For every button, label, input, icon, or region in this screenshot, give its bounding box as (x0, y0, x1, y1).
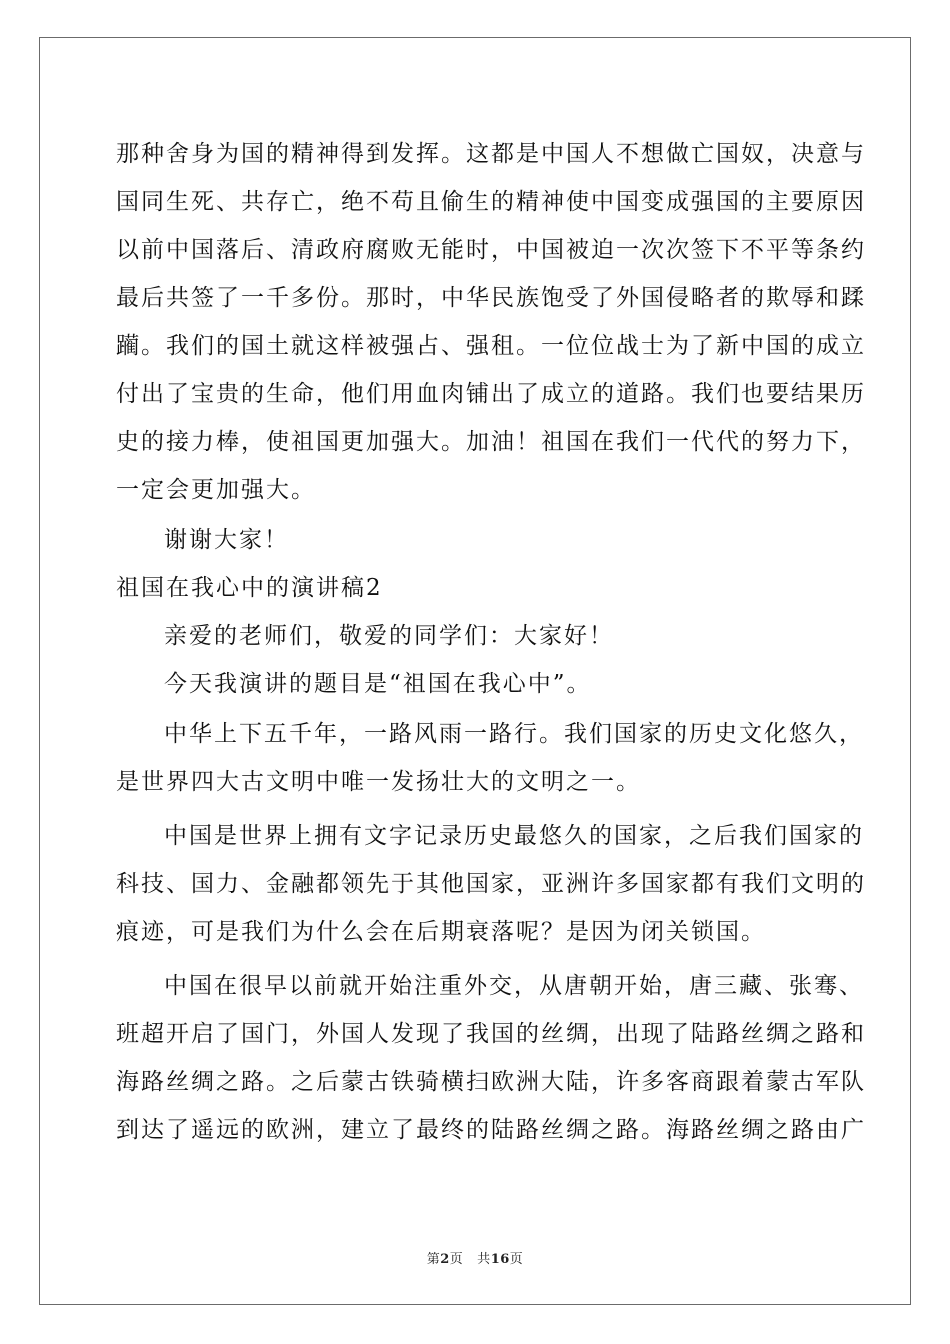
text-line: 科技、国力、金融都领先于其他国家，亚洲许多国家都有我们文明的 (116, 871, 866, 897)
text-line: 一定会更加强大。 (116, 477, 316, 503)
page-suffix: 页 (449, 1252, 464, 1267)
text-line: 最后共签了一千多份。那时，中华民族饱受了外国侵略者的欺辱和蹂 (116, 285, 866, 311)
document-body (116, 130, 866, 1154)
greeting-line: 亲爱的老师们，敬爱的同学们：大家好！ (164, 623, 614, 649)
total-prefix: 共 (477, 1252, 491, 1267)
section-title: 祖国在我心中的演讲稿2 (116, 575, 383, 601)
text-line: 中国是世界上拥有文字记录历史最悠久的国家，之后我们国家的 (164, 823, 864, 849)
text-line: 躏。我们的国土就这样被强占、强租。一位位战士为了新中国的成立 (116, 333, 866, 359)
text-line: 付出了宝贵的生命，他们用血肉铺出了成立的道路。我们也要结果历 (116, 381, 866, 407)
text-line: 中国在很早以前就开始注重外交，从唐朝开始，唐三藏、张骞、 (164, 973, 864, 999)
text-line: 国同生死、共存亡，绝不苟且偷生的精神使中国变成强国的主要原因 (116, 189, 866, 215)
text-line: 是世界四大古文明中唯一发扬壮大的文明之一。 (116, 769, 641, 795)
page-number: 2 (440, 1252, 450, 1267)
text-line: 今天我演讲的题目是“祖国在我心中”。 (164, 671, 592, 697)
text-line: 到达了遥远的欧洲，建立了最终的陆路丝绸之路。海路丝绸之路由广 (116, 1117, 866, 1143)
page-footer (0, 1248, 950, 1267)
text-line: 那种舍身为国的精神得到发挥。这都是中国人不想做亡国奴，决意与 (116, 141, 866, 167)
text-line: 史的接力棒，使祖国更加强大。加油！祖国在我们一代代的努力下， (116, 429, 866, 455)
total-suffix: 页 (509, 1252, 524, 1267)
text-line: 以前中国落后、清政府腐败无能时，中国被迫一次次签下不平等条约 (116, 237, 866, 263)
closing-line: 谢谢大家！ (164, 527, 289, 553)
text-line: 痕迹，可是我们为什么会在后期衰落呢？是因为闭关锁国。 (116, 919, 766, 945)
total-pages: 16 (490, 1252, 510, 1267)
text-line: 海路丝绸之路。之后蒙古铁骑横扫欧洲大陆，许多客商跟着蒙古军队 (116, 1069, 866, 1095)
text-line: 班超开启了国门，外国人发现了我国的丝绸，出现了陆路丝绸之路和 (116, 1021, 866, 1047)
page-prefix: 第 (426, 1252, 441, 1267)
text-line: 中华上下五千年，一路风雨一路行。我们国家的历史文化悠久， (164, 721, 864, 747)
